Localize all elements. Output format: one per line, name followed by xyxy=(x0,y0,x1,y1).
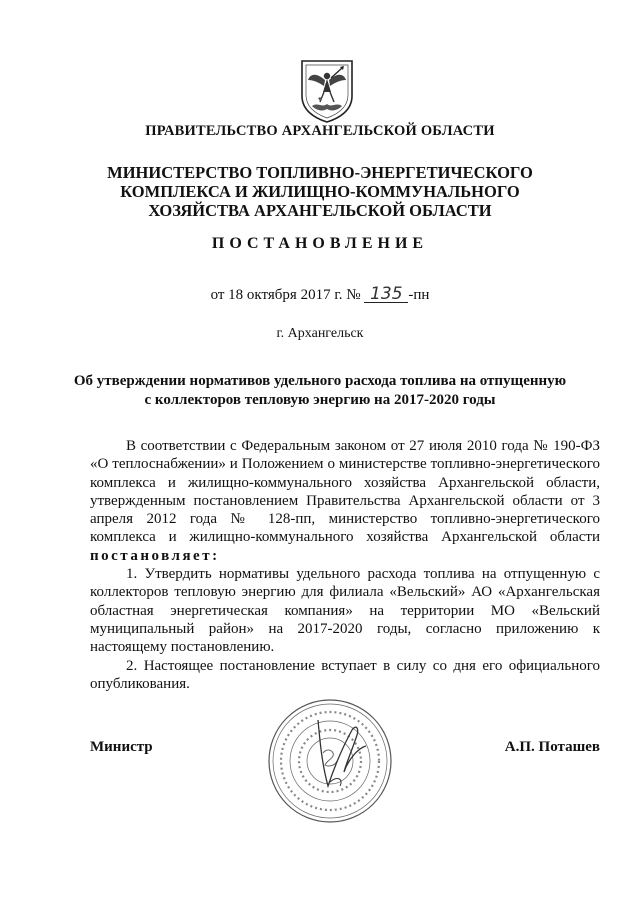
date-prefix: от 18 октября 2017 г. № xyxy=(210,287,361,303)
subject-line-2: с коллекторов тепловую энергию на 2017-2020 годы xyxy=(144,392,496,408)
item-1: 1. Утвердить нормативы удельного расхода топлива на отпущенную с коллекторов тепловую энергию для филиала «Вельский» АО «Архангельская областная энергетическая компания» на территории МО «Вельский муниципальный район» на 2017-2020 годы, согласно приложению к настоящему постановлению. xyxy=(90,566,600,656)
document-subject xyxy=(0,372,640,410)
signatory-title: Министр xyxy=(90,739,153,755)
resolves-keyword: постановляет: xyxy=(90,547,220,564)
government-name: ПРАВИТЕЛЬСТВО АРХАНГЕЛЬСКОЙ ОБЛАСТИ xyxy=(145,123,495,139)
item-2: 2. Настоящее постановление вступает в силу со дня его официального опубликования. xyxy=(90,657,600,692)
document-body xyxy=(90,437,600,693)
city: г. Архангельск xyxy=(276,326,364,341)
ministry-line-2: КОМПЛЕКСА И ЖИЛИЩНО-КОММУНАЛЬНОГО xyxy=(120,182,520,201)
signature-icon xyxy=(300,712,380,802)
number-suffix: -пн xyxy=(408,287,430,303)
preamble-paragraph xyxy=(90,437,600,565)
ministry-line-1: МИНИСТЕРСТВО ТОПЛИВНО-ЭНЕРГЕТИЧЕСКОГО xyxy=(107,163,533,182)
handwritten-number: 135 xyxy=(370,284,403,304)
signatory-name: А.П. Поташев xyxy=(504,739,600,755)
ministry-name xyxy=(0,163,640,220)
document-type: ПОСТАНОВЛЕНИЕ xyxy=(211,235,429,252)
preamble-text: В соответствии с Федеральным законом от 27 июля 2010 года № 190-ФЗ «О теплоснабжении» и Положением о министерстве топливно-энергетического комплекса и жилищно-коммунального хозяйства Архангельской области, утвержденным постановлением Правительства Архангельской области от 3 апреля 2012 года № 128-пп, министерство топливно-энергетического комплекса и жилищно-коммунального хозяйства Архангельской области xyxy=(90,438,600,546)
ministry-line-3: ХОЗЯЙСТВА АРХАНГЕЛЬСКОЙ ОБЛАСТИ xyxy=(148,201,492,220)
subject-line-1: Об утверждении нормативов удельного расхода топлива на отпущенную xyxy=(73,373,567,389)
document-date-line xyxy=(0,284,640,304)
coat-of-arms-icon xyxy=(298,58,356,124)
document-number xyxy=(364,284,408,304)
